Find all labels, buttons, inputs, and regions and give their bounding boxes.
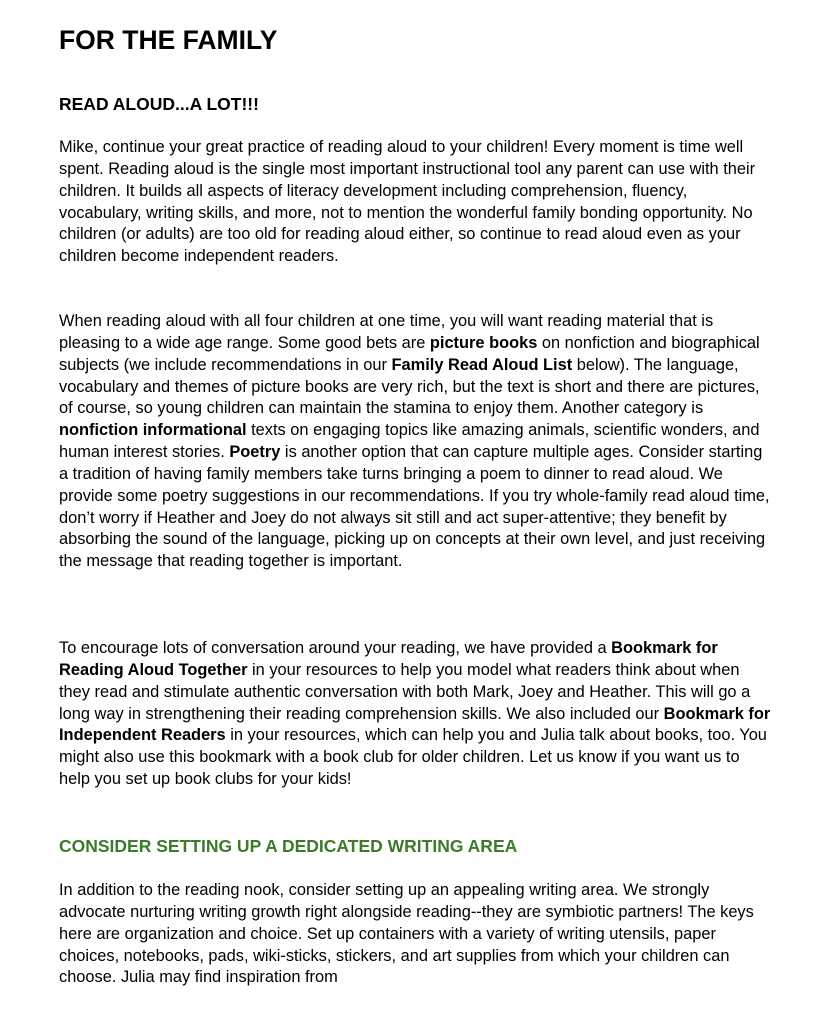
text-segment: To encourage lots of conversation around your reading, we have provided a [59, 639, 612, 657]
text-segment: texts on engaging topics like amazing animals, scientific wonders, and human interest stories. [59, 421, 760, 462]
bold-term-bookmark-independent-readers: Bookmark for Independent Readers [59, 704, 771, 745]
text-segment: is another option that can capture multiple ages. Consider starting a tradition of having family members take turns bringing a poem to dinner to read aloud. We provide some poetry suggestions in our recommendations. If you try whole-family read aloud time, don’t worry if Heather and Joey do not always sit still and act super-attentive; they benefit by absorbing the sound of the language, picking up on concepts at their own level, and just receiving the message that reading together is important. [59, 443, 770, 571]
bold-term-bookmark-reading-aloud: Bookmark for Reading Aloud Together [59, 639, 718, 679]
text-segment: in your resources, which can help you and Julia talk about books, too. You might also use this bookmark with a book club for older children. Let us know if you want us to help you set up book clubs for your kids! [59, 726, 767, 789]
writing-area-heading: CONSIDER SETTING UP A DEDICATED WRITING AREA [59, 836, 518, 856]
read-aloud-paragraph-3 [59, 638, 771, 791]
text-segment: on nonfiction and biographical subjects (we include recommendations in our [59, 333, 760, 374]
bold-term-family-read-aloud-list: Family Read Aloud List [391, 355, 573, 374]
bold-term-poetry: Poetry [229, 443, 281, 462]
bold-term-nonfiction-informational: nonfiction informational [59, 421, 247, 440]
text-segment: below). The language, vocabulary and themes of picture books are very rich, but the text is short and there are pictures, of course, so young children can maintain the stamina to enjoy them. Another category is [59, 355, 760, 418]
document-title: FOR THE FAMILY [59, 25, 278, 55]
bold-term-picture-books: picture books [429, 333, 538, 352]
text-segment: in your resources to help you model what readers think about when they read and stimulate authentic conversation with both Mark, Joey and Heather. This will go a long way in strengthening their reading comprehension skills. We also included our [59, 660, 751, 723]
text-segment: When reading aloud with all four children at one time, you will want reading material that is pleasing to a wide age range. Some good bets are [59, 312, 714, 352]
read-aloud-paragraph-2 [59, 311, 771, 573]
writing-area-paragraph-1: In addition to the reading nook, consider setting up an appealing writing area. We strongly advocate nurturing writing growth right alongside reading--they are symbiotic partners! The keys here are organization and choice. Set up containers with a variety of writing utensils, paper choices, notebooks, pads, wiki-sticks, stickers, and art supplies from which your children can choose. Julia may find inspiration from [59, 881, 754, 987]
read-aloud-heading: READ ALOUD...A LOT!!! [59, 94, 259, 114]
document-page [59, 24, 771, 987]
read-aloud-paragraph-1: Mike, continue your great practice of reading aloud to your children! Every moment is time well spent. Reading aloud is the single most important instructional tool any parent can use with their children. It builds all aspects of literacy development including comprehension, fluency, vocabulary, writing skills, and more, not to mention the wonderful family bonding opportunity. No children (or adults) are too old for reading aloud either, so continue to read aloud even as your children become independent readers. [59, 138, 756, 266]
